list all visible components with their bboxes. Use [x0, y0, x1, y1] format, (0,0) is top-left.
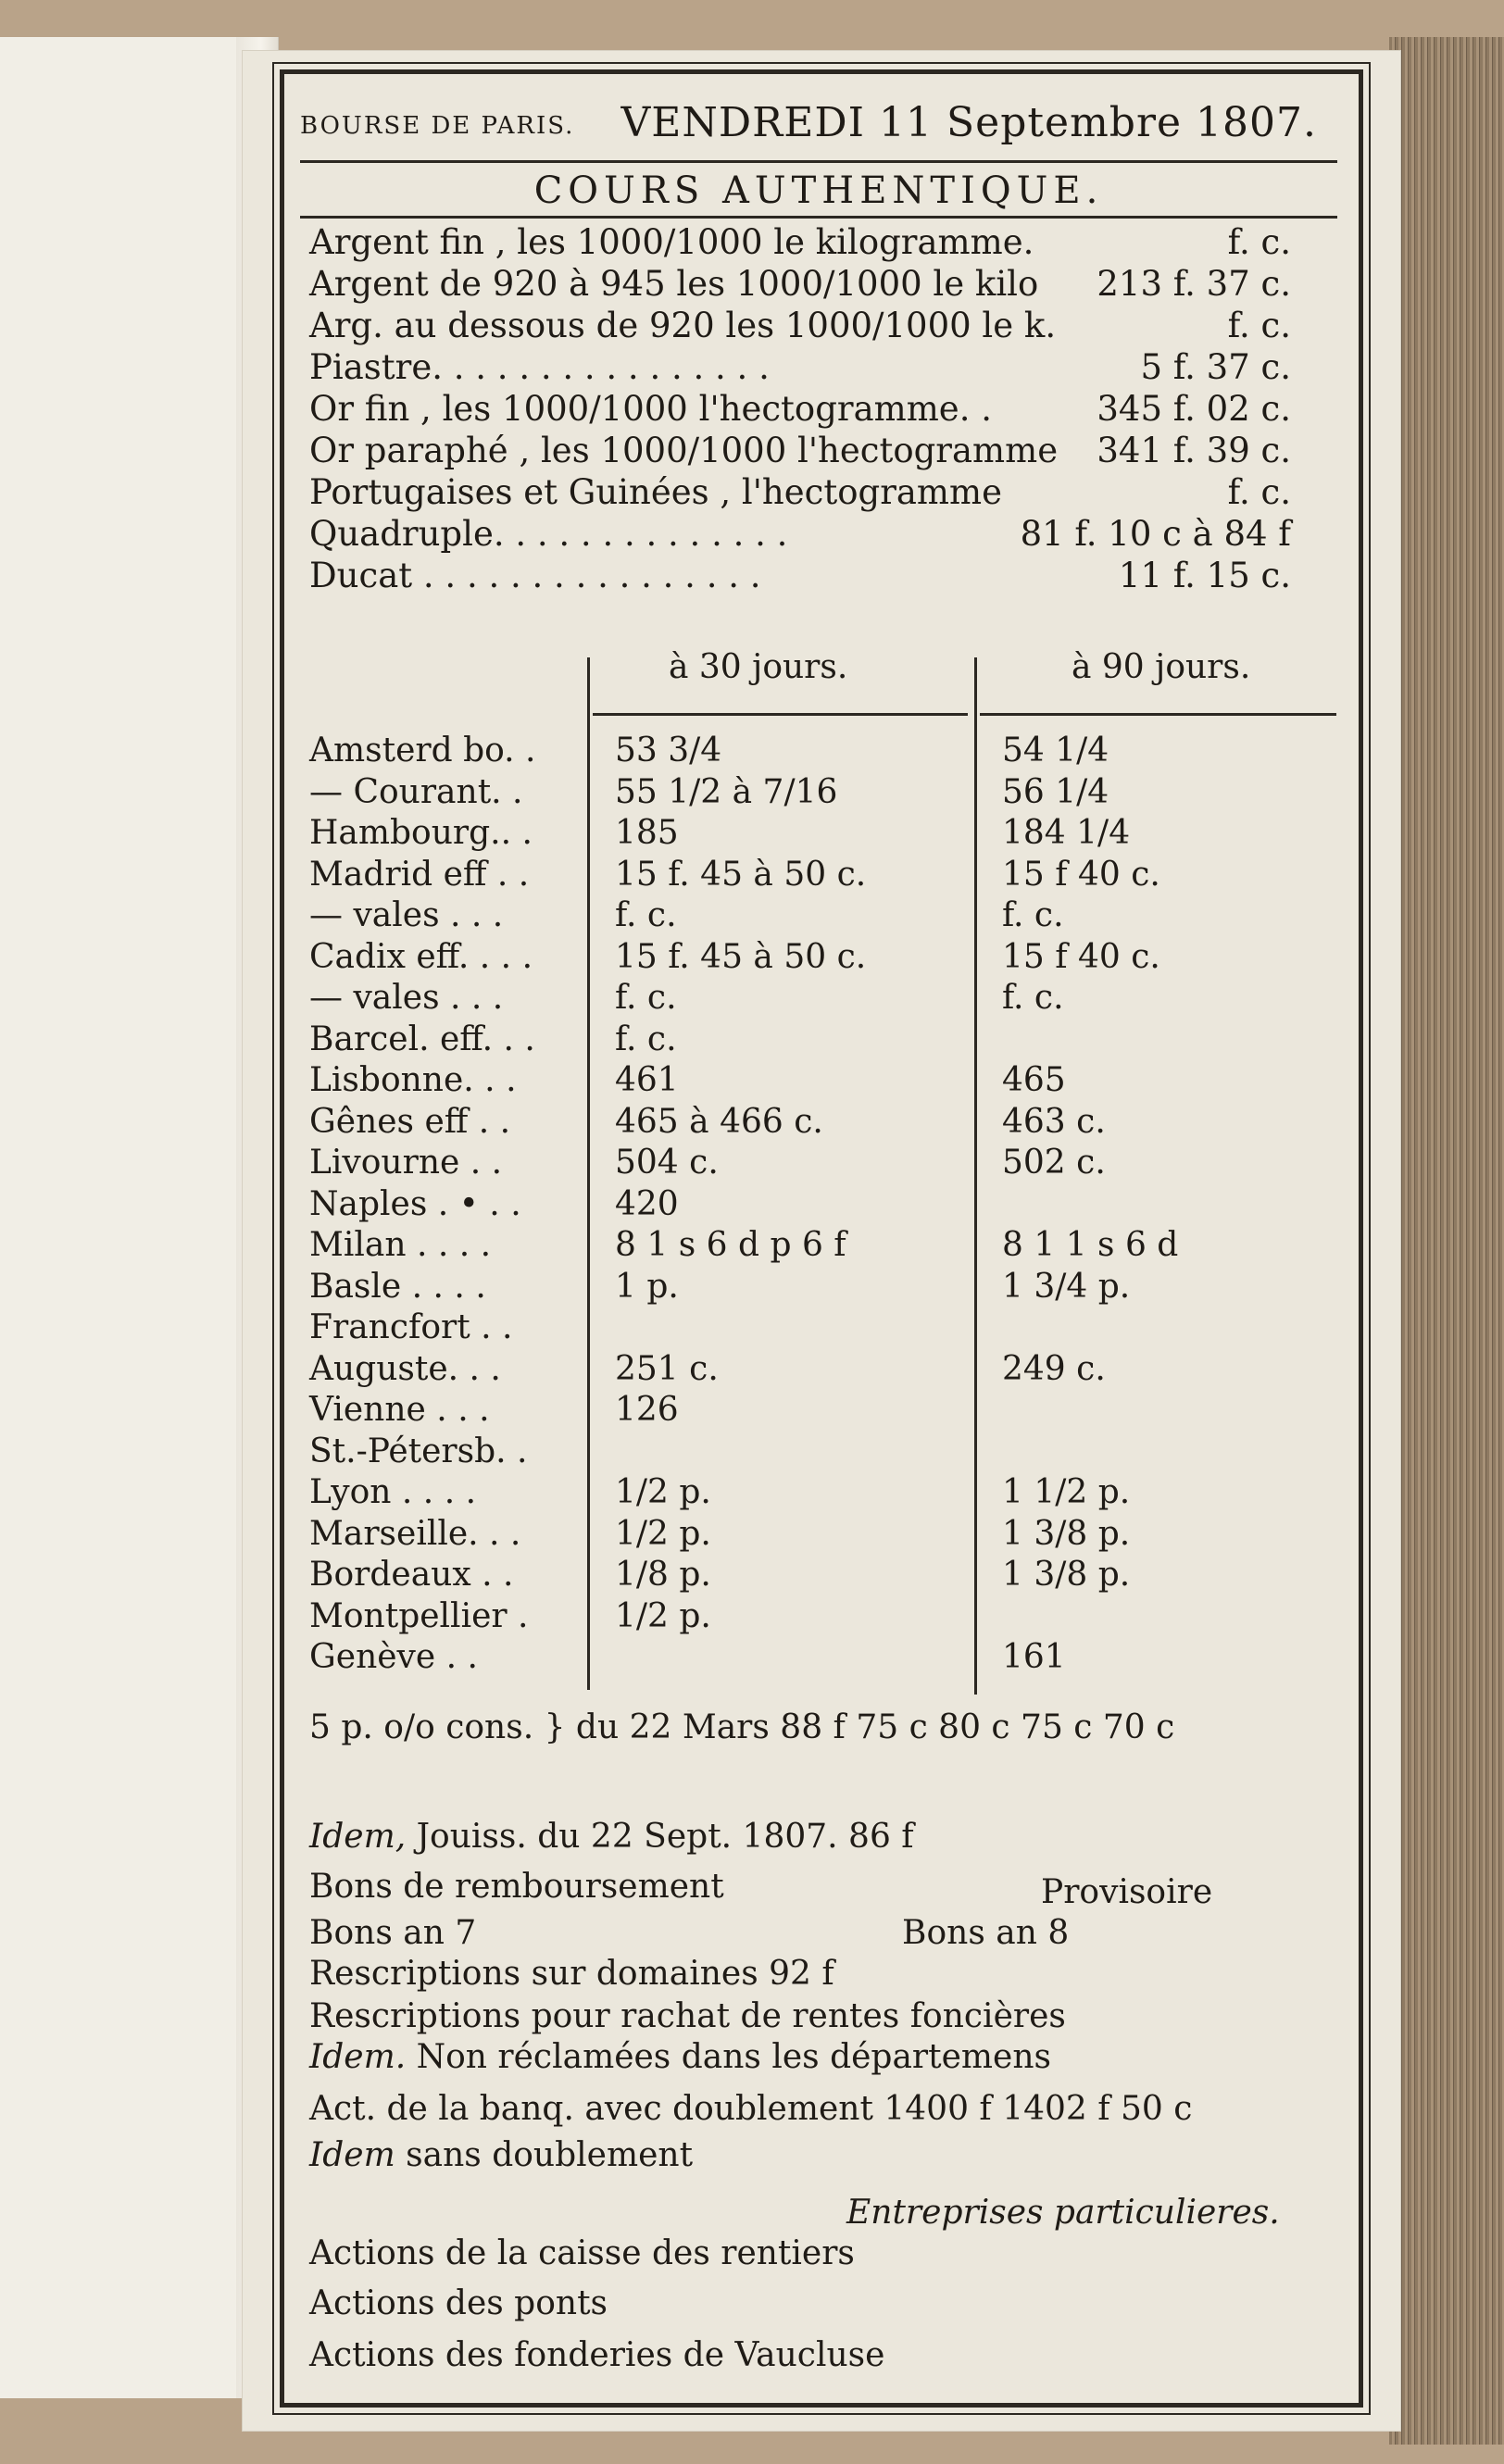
- table-row: [300, 1103, 1337, 1144]
- rate-30-days: 53 3/4: [615, 732, 722, 769]
- rate-30-days: f. c.: [615, 896, 677, 934]
- table-row: [300, 1597, 1337, 1639]
- metal-value: 345 f. 02 c.: [1097, 389, 1291, 429]
- column-header-30-days: à 30 jours.: [669, 648, 848, 686]
- table-row: [300, 1515, 1337, 1557]
- metal-value: 341 f. 39 c.: [1097, 431, 1291, 470]
- city-label: Francfort . .: [309, 1308, 513, 1346]
- city-label: Naples . • . .: [309, 1184, 521, 1223]
- rate-90-days: 15 f 40 c.: [1002, 937, 1160, 976]
- idem-jouissance-line: [309, 1818, 914, 1856]
- city-label: — vales . . .: [309, 979, 504, 1017]
- metal-label: Arg. au dessous de 920 les 1000/1000 le k.: [309, 306, 1057, 345]
- metal-row: [300, 431, 1337, 472]
- rate-30-days: 8 1 s 6 d p 6 f: [615, 1226, 846, 1264]
- metal-row: [300, 222, 1337, 264]
- rate-90-days: 465: [1002, 1061, 1066, 1099]
- idem-label: Idem,: [309, 1818, 407, 1856]
- table-row: [300, 856, 1337, 897]
- metal-label: Or paraphé , les 1000/1000 l'hectogramme: [309, 431, 1059, 470]
- header-rule: [300, 160, 1337, 163]
- non-reclamees-text: Non réclamées dans les départemens: [416, 2038, 1052, 2076]
- rate-90-days: 502 c.: [1002, 1144, 1106, 1182]
- sans-doublement-text: sans doublement: [406, 2136, 694, 2174]
- rate-30-days: 15 f. 45 à 50 c.: [615, 937, 867, 976]
- metal-label: Ducat . . . . . . . . . . . . . . . .: [309, 556, 761, 595]
- metals-list: [300, 222, 1337, 597]
- idem-sans-doublement-line: [309, 2136, 693, 2174]
- city-label: St.-Pétersb. .: [309, 1432, 528, 1470]
- metal-label: Or fin , les 1000/1000 l'hectogramme. .: [309, 389, 992, 429]
- rate-30-days: 126: [615, 1391, 679, 1429]
- metal-label: Quadruple. . . . . . . . . . . . . .: [309, 514, 788, 554]
- col30-head-rule: [593, 713, 968, 716]
- metal-row: [300, 306, 1337, 347]
- actions-caisse-line: Actions de la caisse des rentiers: [309, 2234, 855, 2272]
- rate-30-days: 1/2 p.: [615, 1514, 711, 1553]
- table-row: [300, 1268, 1337, 1309]
- column-header-90-days: à 90 jours.: [1072, 648, 1251, 686]
- city-label: Basle . . . .: [309, 1267, 486, 1306]
- rate-30-days: f. c.: [615, 1019, 677, 1058]
- city-label: Barcel. eff. . .: [309, 1019, 535, 1058]
- table-row: [300, 1473, 1337, 1515]
- rate-90-days: 1 3/4 p.: [1002, 1267, 1131, 1306]
- metal-value: 81 f. 10 c à 84 f: [1020, 514, 1291, 554]
- metal-label: Piastre. . . . . . . . . . . . . . . .: [309, 347, 770, 387]
- table-row: [300, 1432, 1337, 1474]
- document-page: [243, 51, 1400, 2431]
- actions-ponts-line: Actions des ponts: [309, 2284, 608, 2322]
- rate-90-days: 1 3/8 p.: [1002, 1514, 1131, 1553]
- rate-90-days: 249 c.: [1002, 1349, 1106, 1388]
- rate-90-days: 1 1/2 p.: [1002, 1473, 1131, 1511]
- city-label: Marseille. . .: [309, 1514, 521, 1553]
- rate-90-days: 56 1/4: [1002, 772, 1109, 811]
- city-label: — vales . . .: [309, 896, 504, 934]
- rescriptions-domaines-line: Rescriptions sur domaines 92 f: [309, 1955, 834, 1993]
- city-label: Vienne . . .: [309, 1391, 490, 1429]
- rate-30-days: 55 1/2 à 7/16: [615, 772, 838, 811]
- table-row: [300, 1144, 1337, 1185]
- rate-90-days: 8 1 1 s 6 d: [1002, 1226, 1179, 1264]
- bons-an7-label: Bons an 7: [309, 1914, 477, 1952]
- rate-90-days: f. c.: [1002, 896, 1064, 934]
- bons-an8-label: Bons an 8: [902, 1914, 1070, 1952]
- left-cover: [0, 37, 279, 2398]
- rate-90-days: 463 c.: [1002, 1102, 1106, 1141]
- city-label: Lisbonne. . .: [309, 1061, 517, 1099]
- table-row: [300, 1391, 1337, 1432]
- page-edges: [1389, 37, 1504, 2445]
- exchange-name: BOURSE DE PARIS.: [300, 112, 575, 140]
- metal-label: Argent fin , les 1000/1000 le kilogramme.: [309, 222, 1034, 262]
- rescriptions-rachat-line: Rescriptions pour rachat de rentes foncières: [309, 1997, 1066, 2035]
- table-row: [300, 1350, 1337, 1392]
- rate-30-days: f. c.: [615, 979, 677, 1017]
- consols-line: 5 p. o/o cons. } du 22 Mars 88 f 75 c 80 c 75 c 70 c: [309, 1708, 1175, 1746]
- metal-row: [300, 347, 1337, 389]
- jouissance-text: Jouiss. du 22 Sept. 1807. 86 f: [416, 1818, 914, 1856]
- table-row: [300, 1020, 1337, 1062]
- metal-row: [300, 264, 1337, 306]
- table-row: [300, 773, 1337, 815]
- rate-30-days: 1/2 p.: [615, 1596, 711, 1635]
- city-label: Amsterd bo. .: [309, 732, 536, 769]
- table-row: [300, 1226, 1337, 1268]
- publication-date: VENDREDI 11 Septembre 1807.: [620, 99, 1317, 146]
- rate-30-days: 504 c.: [615, 1144, 719, 1182]
- rate-30-days: 1 p.: [615, 1267, 679, 1306]
- city-label: Gênes eff . .: [309, 1102, 511, 1141]
- bons-line: [309, 1914, 1337, 1952]
- rate-30-days: 185: [615, 814, 679, 852]
- metal-value: f. c.: [1227, 222, 1291, 262]
- city-label: Montpellier .: [309, 1596, 529, 1635]
- rate-30-days: 461: [615, 1061, 679, 1099]
- table-row: [300, 896, 1337, 938]
- rate-90-days: 184 1/4: [1002, 814, 1131, 852]
- metal-value: f. c.: [1227, 306, 1291, 345]
- table-row: [300, 1308, 1337, 1350]
- idem-non-reclamees-line: [309, 2038, 1051, 2076]
- provisoire-label: Provisoire: [1041, 1873, 1213, 1911]
- rate-90-days: 54 1/4: [1002, 732, 1109, 769]
- metal-value: f. c.: [1227, 472, 1291, 512]
- metal-value: 213 f. 37 c.: [1097, 264, 1291, 304]
- city-label: Auguste. . .: [309, 1349, 501, 1388]
- entreprises-heading: Entreprises particulieres.: [846, 2194, 1280, 2232]
- city-label: Livourne . .: [309, 1144, 503, 1182]
- metal-label: Argent de 920 à 945 les 1000/1000 le kilo: [309, 264, 1039, 304]
- idem-label: Idem.: [309, 2038, 407, 2076]
- city-label: Lyon . . . .: [309, 1473, 477, 1511]
- city-label: Madrid eff . .: [309, 855, 530, 894]
- table-row: [300, 814, 1337, 856]
- table-row: [300, 1556, 1337, 1597]
- city-label: Cadix eff. . . .: [309, 937, 533, 976]
- rate-30-days: 420: [615, 1184, 679, 1223]
- rate-30-days: 1/8 p.: [615, 1556, 711, 1594]
- table-row: [300, 732, 1337, 773]
- table-row: [300, 1061, 1337, 1103]
- metal-row: [300, 389, 1337, 431]
- bons-remboursement-label: Bons de remboursement: [309, 1868, 724, 1906]
- city-label: Milan . . . .: [309, 1226, 492, 1264]
- rate-30-days: 465 à 466 c.: [615, 1102, 823, 1141]
- actions-banque-line: Act. de la banq. avec doublement 1400 f 1402 f 50 c: [309, 2090, 1193, 2128]
- city-label: — Courant. .: [309, 772, 523, 811]
- metal-row: [300, 514, 1337, 556]
- rate-90-days: 15 f 40 c.: [1002, 855, 1160, 894]
- rate-90-days: 1 3/8 p.: [1002, 1556, 1131, 1594]
- city-label: Genève . .: [309, 1638, 478, 1676]
- rate-30-days: 1/2 p.: [615, 1473, 711, 1511]
- rate-90-days: f. c.: [1002, 979, 1064, 1017]
- table-row: [300, 979, 1337, 1020]
- table-row: [300, 1638, 1337, 1680]
- bons-remboursement-line: [309, 1868, 1337, 1911]
- page-title: COURS AUTHENTIQUE.: [533, 169, 1104, 212]
- exchange-table: [300, 732, 1337, 1680]
- actions-fonderies-line: Actions des fonderies de Vaucluse: [309, 2336, 885, 2374]
- metal-label: Portugaises et Guinées , l'hectogramme: [309, 472, 1003, 512]
- col90-head-rule: [980, 713, 1336, 716]
- table-row: [300, 1185, 1337, 1227]
- rate-30-days: 15 f. 45 à 50 c.: [615, 855, 867, 894]
- metal-row: [300, 556, 1337, 597]
- idem-label: Idem: [309, 2136, 395, 2174]
- city-label: Hambourg.. .: [309, 814, 533, 852]
- rate-90-days: 161: [1002, 1638, 1066, 1676]
- city-label: Bordeaux . .: [309, 1556, 514, 1594]
- page-header: [300, 99, 1337, 155]
- title-rule: [300, 216, 1337, 219]
- metal-value: 11 f. 15 c.: [1118, 556, 1291, 595]
- metal-row: [300, 472, 1337, 514]
- rate-30-days: 251 c.: [615, 1349, 719, 1388]
- metal-value: 5 f. 37 c.: [1140, 347, 1291, 387]
- table-row: [300, 938, 1337, 980]
